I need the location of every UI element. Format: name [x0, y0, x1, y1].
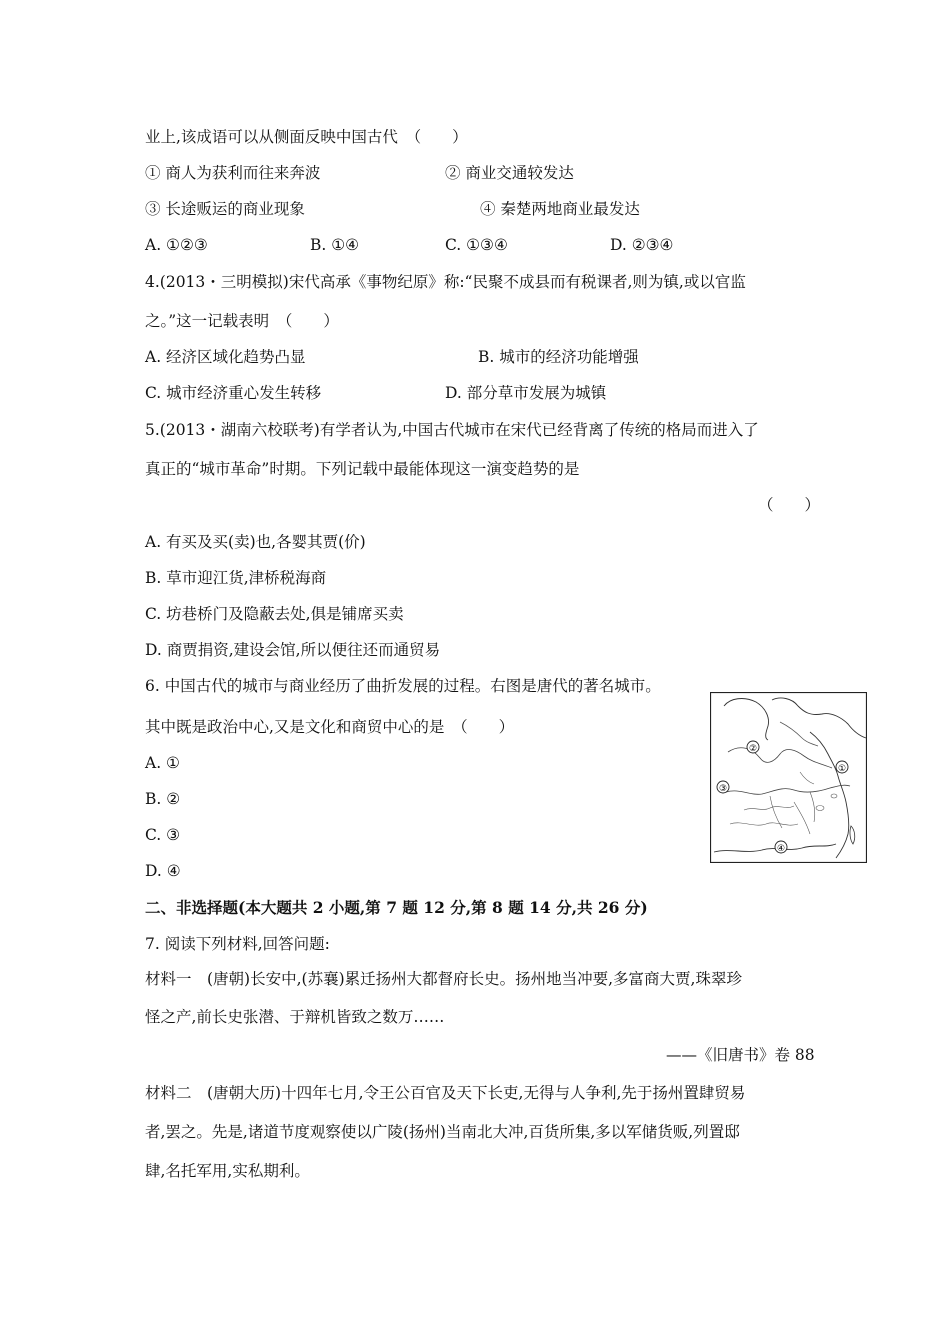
q7-material1-source: ——《旧唐书》卷 88	[666, 1046, 815, 1064]
q5-stem-line1: 5.(2013・湖南六校联考)有学者认为,中国古代城市在宋代已经背离了传统的格局而进入了	[145, 421, 759, 439]
q4-stem-line1: 4.(2013・三明模拟)宋代高承《事物纪原》称:“民聚不成县而有税课者,则为镇,或以官监	[145, 273, 746, 291]
q4-choice-a: A. 经济区域化趋势凸显	[145, 348, 306, 366]
q3-choice-d: D. ②③④	[610, 236, 674, 254]
q6-choice-d: D. ④	[145, 862, 181, 880]
q7-intro: 7. 阅读下列材料,回答问题:	[145, 935, 330, 953]
q5-answer-paren: （ ）	[758, 496, 821, 514]
q3-choice-c: C. ①③④	[445, 236, 508, 254]
q3-option-1: ① 商人为获利而往来奔波	[145, 164, 321, 182]
q3-choice-b: B. ①④	[310, 236, 360, 254]
q4-choice-b: B. 城市的经济功能增强	[478, 348, 639, 366]
svg-text:②: ②	[748, 744, 758, 754]
q3-choice-a: A. ①②③	[145, 236, 208, 254]
q4-stem-line2: 之。”这一记载表明 （ ）	[145, 312, 339, 330]
q7-material1-line1: 材料一 (唐朝)长安中,(苏襄)累迁扬州大都督府长史。扬州地当冲要,多富商大贾,珠翠珍	[145, 970, 742, 988]
q5-choice-a: A. 有买及买(卖)也,各婴其贾(价)	[145, 533, 366, 551]
q7-material2-line3: 肆,名托军用,实私期利。	[145, 1162, 310, 1180]
q6-stem-line1: 6. 中国古代的城市与商业经历了曲折发展的过程。右图是唐代的著名城市。	[145, 677, 661, 695]
q7-material2-line1: 材料二 (唐朝大历)十四年七月,令王公百官及天下长吏,无得与人争利,先于扬州置肆贸易	[145, 1084, 746, 1102]
q5-choice-b: B. 草市迎江货,津桥税海商	[145, 569, 327, 587]
q6-choice-c: C. ③	[145, 826, 181, 844]
q5-choice-d: D. 商贾捐资,建设会馆,所以便往还而通贸易	[145, 641, 441, 659]
q7-material2-line2: 者,罢之。先是,诸道节度观察使以广陵(扬州)当南北大冲,百货所集,多以军储货贩,列置邸	[145, 1123, 740, 1141]
q6-choice-b: B. ②	[145, 790, 181, 808]
section2-heading: 二、非选择题(本大题共 2 小题,第 7 题 12 分,第 8 题 14 分,共 26 分)	[145, 898, 648, 917]
q3-stem-tail: 业上,该成语可以从侧面反映中国古代 （ ）	[145, 128, 468, 146]
q3-option-2: ② 商业交通较发达	[445, 164, 574, 182]
q6-choice-a: A. ①	[145, 754, 180, 772]
q3-option-3: ③ 长途贩运的商业现象	[145, 200, 305, 218]
tang-cities-map	[710, 692, 867, 863]
q7-material1-line2: 怪之产,前长史张潜、于辩机皆致之数万……	[145, 1008, 445, 1026]
q5-choice-c: C. 坊巷桥门及隐蔽去处,俱是铺席买卖	[145, 605, 404, 623]
q3-option-4: ④ 秦楚两地商业最发达	[480, 200, 640, 218]
svg-text:③: ③	[718, 784, 728, 794]
svg-text:①: ①	[837, 764, 847, 774]
q4-choice-d: D. 部分草市发展为城镇	[445, 384, 607, 402]
q4-choice-c: C. 城市经济重心发生转移	[145, 384, 322, 402]
svg-text:④: ④	[776, 844, 786, 854]
q6-stem-line2: 其中既是政治中心,又是文化和商贸中心的是 （ ）	[145, 718, 515, 736]
q5-stem-line2: 真正的“城市革命”时期。下列记载中最能体现这一演变趋势的是	[145, 460, 580, 478]
